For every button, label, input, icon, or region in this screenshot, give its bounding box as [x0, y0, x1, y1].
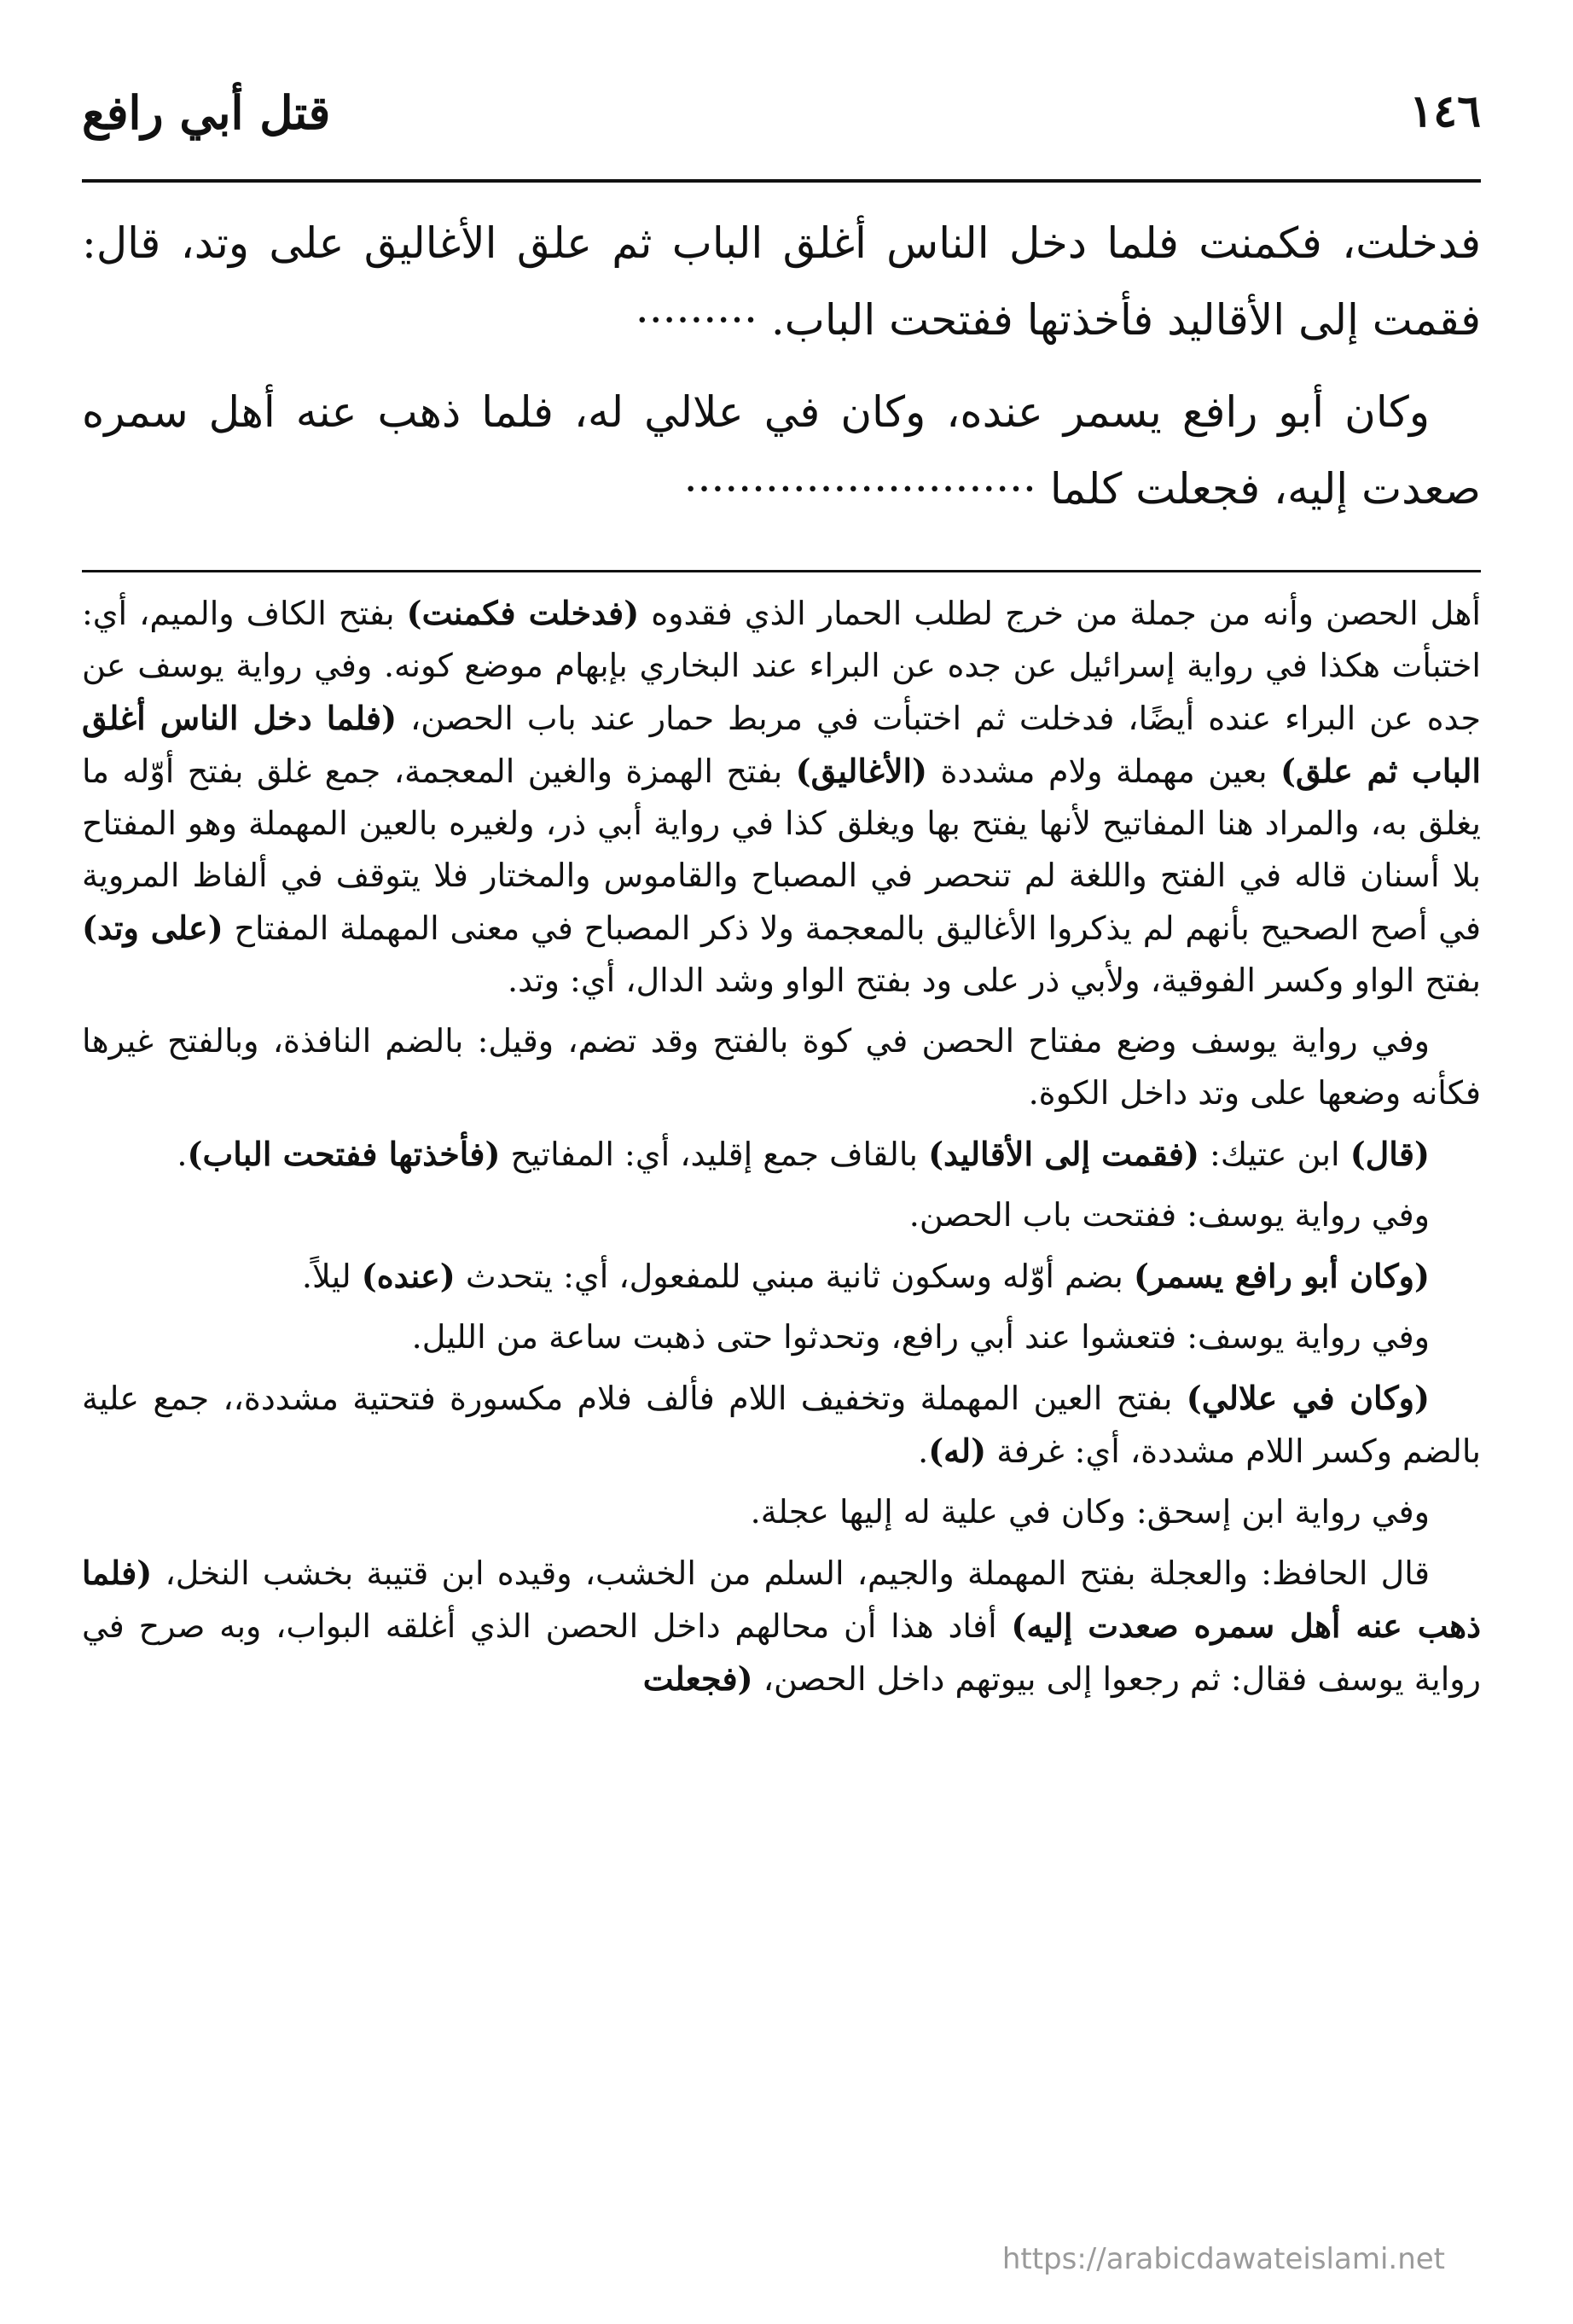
commentary-run: بفتح الواو وكسر الفوقية، ولأبي ذر على ود بفتح الواو وشد الدال، أي: وتد.	[508, 962, 1481, 999]
commentary-run: أهل الحصن وأنه من جملة من خرج لطلب الحمار الذي فقدوه	[639, 595, 1481, 632]
commentary-paragraph	[82, 1486, 1481, 1538]
commentary-run: بضم أوّله وسكون ثانية مبني للمفعول، أي: يتحدث	[455, 1258, 1134, 1295]
quoted-matn-phrase: (فلما دخل الناس أغلق الباب ثم علق)	[82, 699, 1481, 790]
commentary-run: قال الحافظ: والعجلة بفتح المهملة والجيم، السلم من الخشب، وقيده ابن قتيبة بخشب النخل،	[152, 1554, 1430, 1592]
commentary-run: وفي رواية يوسف: ففتحت باب الحصن.	[908, 1196, 1430, 1234]
watermark: https://arabicdawateislami.net	[1001, 2242, 1445, 2276]
commentary-text	[82, 587, 1481, 1714]
commentary-run: .	[918, 1432, 929, 1470]
commentary-run: بالقاف جمع إقليد، أي: المفاتيح	[500, 1136, 929, 1173]
commentary-paragraph	[82, 1250, 1481, 1303]
commentary-run: بفتح العين المهملة وتخفيف اللام فألف فلام مكسورة فتحتية مشددة،، جمع علية بالضم وكسر اللام مشددة، أي: غرفة	[82, 1380, 1481, 1470]
quoted-matn-phrase: (له)	[928, 1432, 987, 1470]
commentary-run: .	[177, 1136, 188, 1173]
commentary-paragraph	[82, 1015, 1481, 1119]
quoted-matn-phrase: (على وتد)	[82, 909, 223, 947]
commentary-run: ابن عتيك:	[1199, 1136, 1350, 1173]
commentary-paragraph	[82, 1547, 1481, 1705]
quoted-matn-phrase: (الأغاليق)	[795, 752, 928, 790]
quoted-matn-phrase: (قال)	[1350, 1135, 1430, 1173]
commentary-run: بعين مهملة ولام مشددة	[927, 752, 1281, 790]
matn-paragraph: وكان أبو رافع يسمر عنده، وكان في علالي له، فلما ذهب عنه أهل سمره صعدت إليه، فجعلت كلما ··························	[82, 387, 1481, 514]
commentary-run: وفي رواية يوسف وضع مفتاح الحصن في كوة بالفتح وقد تضم، وقيل: بالضم النافذة، وبالفتح غيرها فكأنه وضعها على وتد داخل الكوة.	[82, 1022, 1481, 1112]
commentary-run: وفي رواية يوسف: فتعشوا عند أبي رافع، وتحدثوا حتى ذهبت ساعة من الليل.	[411, 1318, 1430, 1356]
commentary-run: بفتح الهمزة والغين المعجمة، جمع غلق بفتح أوّله ما يغلق به، والمراد هنا المفاتيح لأنها يفتح بها ويغلق كذا في رواية أبي ذر، ولغيره بالعين المهملة وهو المفتاح بلا أسنان قاله في الفتح واللغة لم تنحصر في المصباح والقاموس والمختار فلا يتوقف في ألفاظ المروية في أصح الصحيح بأنهم لم يذكروا الأغاليق بالمعجمة ولا ذكر المصباح في معنى المهملة المفتاح	[82, 752, 1481, 947]
commentary-paragraph	[82, 1311, 1481, 1363]
commentary-run: ليلاً.	[301, 1258, 362, 1295]
quoted-matn-phrase: (وكان في علالي)	[1186, 1379, 1430, 1417]
commentary-run: وفي رواية ابن إسحق: وكان في علية له إليها عجلة.	[750, 1493, 1430, 1531]
quoted-matn-phrase: (فلما ذهب عنه أهل سمره صعدت إليه)	[82, 1554, 1481, 1645]
commentary-paragraph	[82, 587, 1481, 1007]
quoted-matn-phrase: (فدخلت فكمنت)	[406, 594, 640, 632]
quoted-matn-phrase: (عنده)	[361, 1257, 456, 1295]
commentary-paragraph	[82, 1189, 1481, 1241]
quoted-matn-phrase: (فقمت إلى الأقاليد)	[928, 1135, 1199, 1173]
page-number: ١٤٦	[1409, 85, 1481, 137]
page-header	[82, 85, 1481, 154]
footnote-separator	[82, 570, 1481, 572]
matn-text	[82, 205, 1481, 543]
commentary-paragraph	[82, 1372, 1481, 1478]
commentary-paragraph	[82, 1128, 1481, 1181]
quoted-matn-phrase: (فجعلت	[642, 1659, 753, 1698]
running-title: قتل أبي رافع	[82, 85, 331, 140]
quoted-matn-phrase: (وكان أبو رافع يسمر)	[1133, 1257, 1430, 1295]
header-rule	[82, 179, 1481, 183]
quoted-matn-phrase: (فأخذتها ففتحت الباب)	[187, 1135, 501, 1173]
commentary-run: أفاد هذا أن محالهم داخل الحصن الذي أغلقه البواب، وبه صرح في رواية يوسف فقال: ثم رجعوا إلى بيوتهم داخل الحصن،	[82, 1607, 1481, 1698]
commentary-run: بفتح الكاف والميم، أي: اختبأت هكذا في رواية إسرائيل عن جده عن البراء عند البخاري بإبهام موضع كونه. وفي رواية يوسف عن جده عن البراء عنده أيضًا، فدخلت ثم اختبأت في مربط حمار عند باب الحصن،	[82, 595, 1481, 737]
matn-paragraph: فدخلت، فكمنت فلما دخل الناس أغلق الباب ثم علق الأغاليق على وتد، قال: فقمت إلى الأقاليد فأخذتها ففتحت الباب. ·········	[82, 218, 1481, 345]
